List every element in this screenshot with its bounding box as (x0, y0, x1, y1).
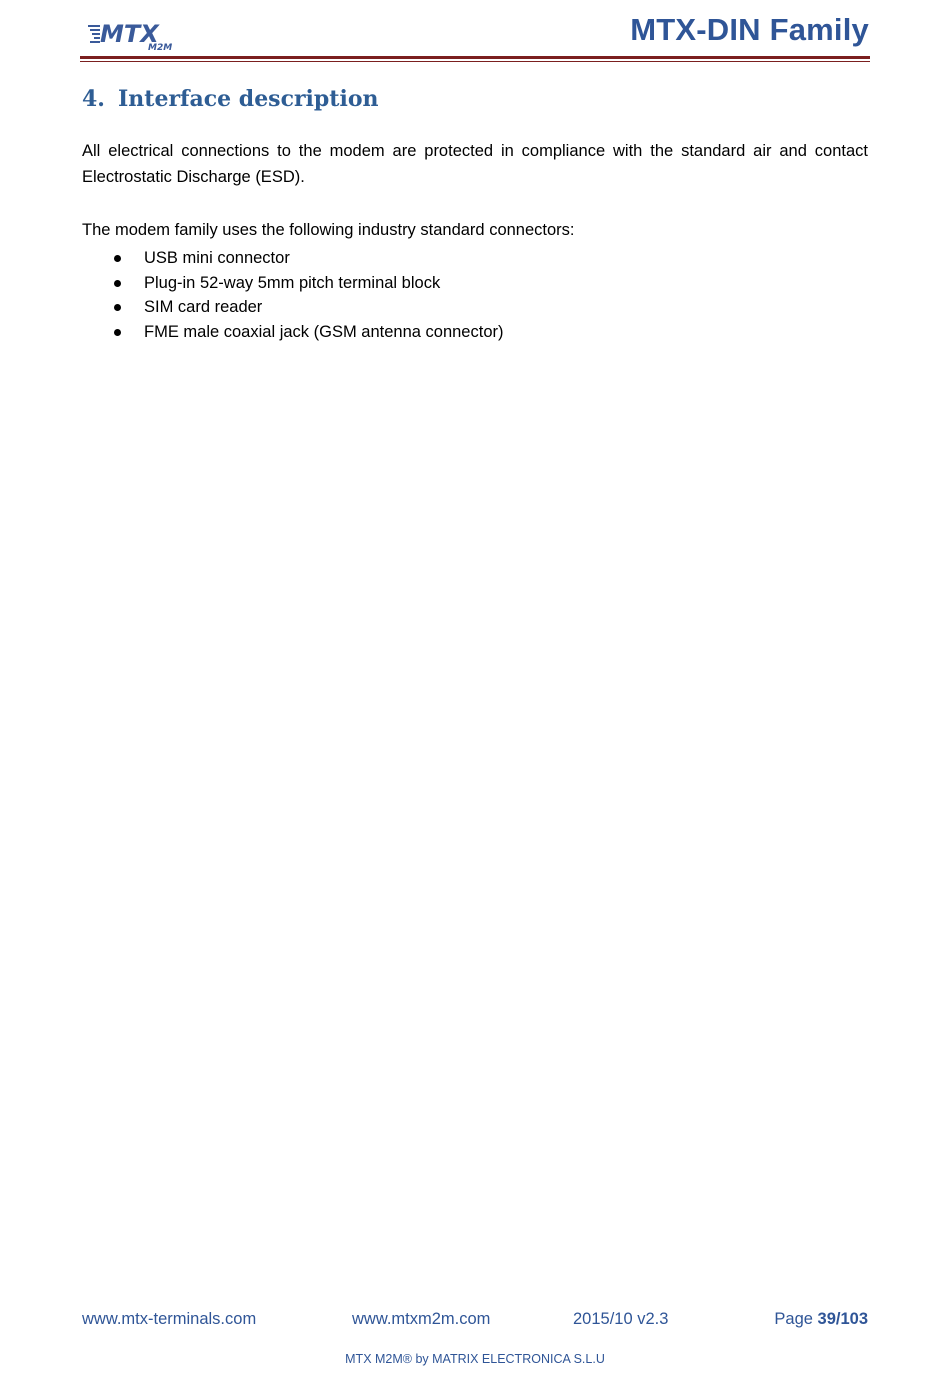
footer-company: MTX M2M® by MATRIX ELECTRONICA S.L.U (345, 1352, 605, 1366)
mtx-m2m-logo (86, 18, 186, 52)
bullet-icon (114, 329, 121, 336)
paragraph-connectors-intro: The modem family uses the following industry standard connectors: (82, 221, 575, 239)
section-number: 4. (82, 86, 105, 112)
page-footer (0, 1300, 950, 1378)
list-item (82, 295, 503, 320)
list-item (82, 320, 503, 345)
svg-text:MTX: MTX (100, 20, 159, 48)
footer-version: 2015/10 v2.3 (573, 1310, 669, 1328)
document-title: MTX-DIN Family (630, 12, 869, 47)
footer-page-indicator (774, 1310, 868, 1329)
list-item-text: USB mini connector (144, 249, 290, 267)
bullet-icon (114, 280, 121, 287)
bullet-icon (114, 304, 121, 311)
header-rule (80, 56, 870, 59)
connector-list (82, 246, 503, 344)
footer-link-terminals[interactable]: www.mtx-terminals.com (82, 1310, 257, 1328)
page-header (0, 0, 950, 70)
bullet-icon (114, 255, 121, 262)
footer-link-m2m[interactable]: www.mtxm2m.com (352, 1310, 491, 1328)
svg-text:M2M: M2M (148, 43, 173, 52)
header-rule-thin (80, 61, 870, 62)
page-number: 39/103 (817, 1310, 868, 1328)
section-heading (82, 86, 379, 112)
section-title-text: Interface description (118, 86, 379, 112)
list-item-text: FME male coaxial jack (GSM antenna connector) (144, 322, 504, 341)
page-label: Page (774, 1310, 818, 1328)
list-item-text: Plug-in 52-way 5mm pitch terminal block (144, 273, 441, 292)
list-item (82, 246, 503, 271)
list-item (82, 271, 503, 296)
paragraph-esd: All electrical connections to the modem are protected in compliance with the standard air and contact Electrostatic Discharge (ESD). (82, 142, 868, 186)
list-item-text: SIM card reader (144, 298, 263, 316)
